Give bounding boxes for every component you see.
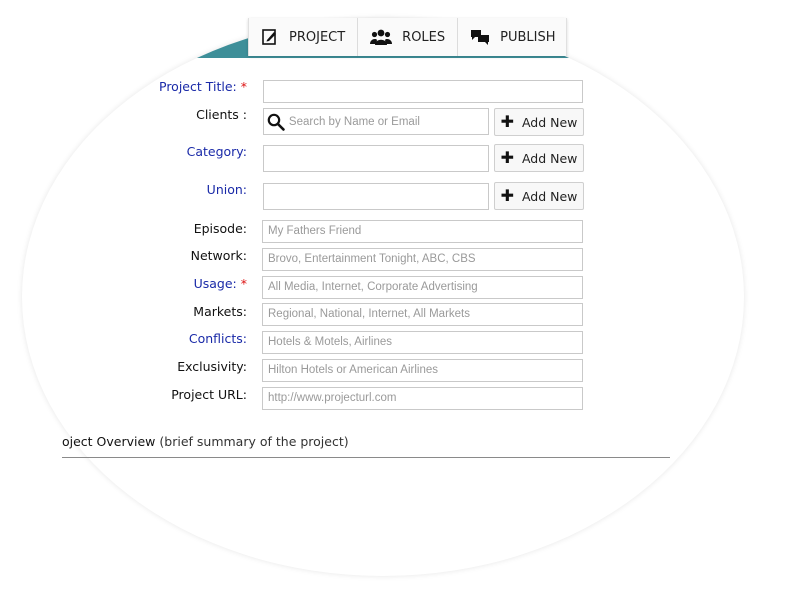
markets-label: Markets: xyxy=(193,304,247,319)
add-category-button[interactable] xyxy=(494,144,584,172)
markets-input[interactable]: Regional, National, Internet, All Markets xyxy=(262,303,583,326)
required-marker: * xyxy=(240,276,247,291)
search-icon xyxy=(267,113,285,131)
network-input[interactable]: Brovo, Entertainment Tonight, ABC, CBS xyxy=(262,248,583,271)
add-union-label: Add New xyxy=(521,188,578,204)
exclusivity-label: Exclusivity: xyxy=(177,359,247,374)
plus-icon: ✚ xyxy=(500,112,514,131)
tab-project-label: PROJECT xyxy=(289,29,346,45)
union-input[interactable] xyxy=(263,183,489,210)
conflicts-input[interactable]: Hotels & Motels, Airlines xyxy=(262,331,583,354)
overview-hint: (brief summary of the project) xyxy=(159,434,349,449)
category-label: Category: xyxy=(186,144,247,159)
add-category-label: Add New xyxy=(521,150,578,166)
tab-publish-label: PUBLISH xyxy=(500,29,556,45)
episode-label: Episode: xyxy=(193,221,247,236)
overview-title: oject Overview xyxy=(62,434,156,449)
add-client-button[interactable] xyxy=(494,108,584,136)
add-client-label: Add New xyxy=(521,114,578,130)
plus-icon: ✚ xyxy=(500,148,514,167)
clients-search-field[interactable] xyxy=(263,108,489,135)
required-marker: * xyxy=(240,79,247,94)
project-url-label: Project URL: xyxy=(171,387,247,402)
episode-input[interactable]: My Fathers Friend xyxy=(262,220,583,243)
add-union-button[interactable] xyxy=(494,182,584,210)
exclusivity-input[interactable]: Hilton Hotels or American Airlines xyxy=(262,359,583,382)
usage-input[interactable]: All Media, Internet, Corporate Advertising xyxy=(262,276,583,299)
clients-search-input[interactable] xyxy=(289,116,488,128)
network-label: Network: xyxy=(190,248,247,263)
plus-icon: ✚ xyxy=(500,186,514,205)
tab-roles-label: ROLES xyxy=(402,29,446,45)
project-url-input[interactable]: http://www.projecturl.com xyxy=(262,387,583,410)
clients-label: Clients : xyxy=(196,107,247,122)
overview-divider xyxy=(62,457,670,458)
project-title-label: Project Title: * xyxy=(159,79,247,94)
union-label: Union: xyxy=(206,182,247,197)
project-title-input[interactable] xyxy=(263,80,583,103)
category-input[interactable] xyxy=(263,145,489,172)
usage-label: Usage: * xyxy=(193,276,247,291)
conflicts-label: Conflicts: xyxy=(188,331,247,346)
project-overview-heading xyxy=(62,434,349,449)
